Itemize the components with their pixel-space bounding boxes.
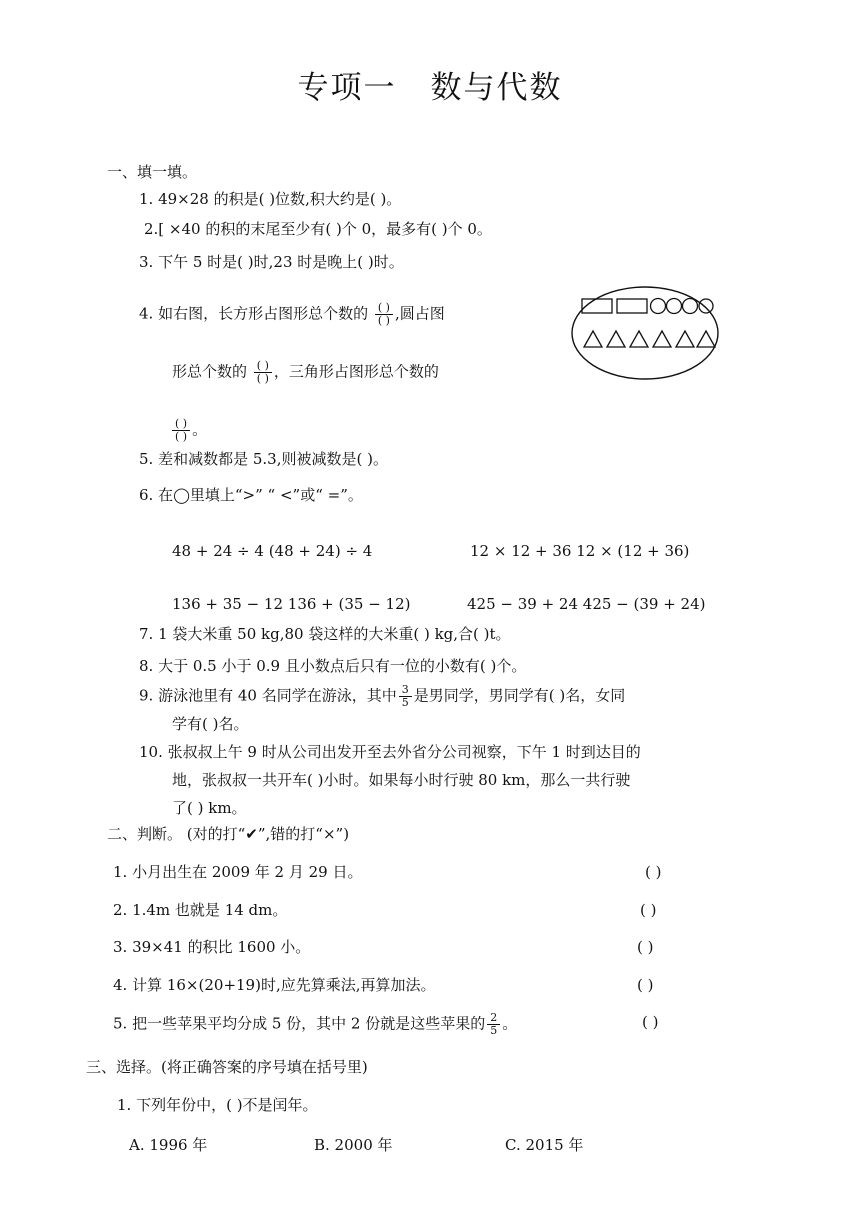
question-1-2: 2.[ ×40 的积的末尾至少有( )个 0，最多有( )个 0。 [144,220,492,238]
triangle-shape [676,331,694,347]
compare-expression-3: 136 + 35 − 12 136 + (35 − 12) [172,595,411,613]
question-1-10-line1: 10. 张叔叔上午 9 时从公司出发开至去外省分公司视察，下午 1 时到达目的 [139,743,641,761]
title-right: 数与代数 [430,70,563,106]
judgement-item-5 [113,1012,517,1037]
question-1-6: 6. 在◯里填上“>” “ <”或“ =”。 [139,486,363,504]
question-1-5: 5. 差和减数都是 5.3,则被减数是( )。 [139,450,388,468]
q4-text-c: 形总个数的 [172,362,248,381]
question-1-9-line2: 学有( )名。 [172,715,249,733]
compare-expression-1: 48 + 24 ÷ 4 (48 + 24) ÷ 4 [172,542,373,560]
judgement-blank-3: ( ) [637,938,654,956]
title-left: 专项一 [297,70,397,106]
judgement-5-text: 5. 把一些苹果平均分成 5 份，其中 2 份就是这些苹果的 [113,1014,486,1033]
circle-shape [699,299,713,313]
judgement-blank-1: ( ) [645,863,662,881]
fraction-blank: $\frac{( )}{( )}$ [375,302,393,327]
triangle-shape [653,331,671,347]
triangle-shape [584,331,602,347]
judgement-item-2: 2. 1.4m 也就是 14 dm。 [113,901,288,919]
q9-text-a: 9. 游泳池里有 40 名同学在游泳，其中 [139,686,397,705]
compare-expression-4: 425 − 39 + 24 425 − (39 + 24) [467,595,706,613]
q4-text-d: ，三角形占图形总个数的 [273,362,439,381]
judgement-item-4: 4. 计算 16×(20+19)时,应先算乘法,再算加法。 [113,976,436,994]
question-1-8: 8. 大于 0.5 小于 0.9 且小数点后只有一位的小数有( )个。 [139,657,527,675]
triangle-shape [697,331,715,347]
question-1-7: 7. 1 袋大米重 50 kg,80 袋这样的大米重( ) kg,合( )t。 [139,625,511,643]
section3-heading: 三、选择。(将正确答案的序号填在括号里) [86,1058,368,1076]
question-1-10-line2: 地，张叔叔一共开车( )小时。如果每小时行驶 80 km，那么一共行驶 [172,771,631,789]
fraction-two-fifths: $\frac{2}{5}$ [487,1012,500,1037]
question-1-1: 1. 49×28 的积是( )位数,积大约是( )。 [139,190,402,208]
choice-option-a: A. 1996 年 [129,1136,208,1154]
q4-text-a: 4. 如右图，长方形占图形总个数的 [139,304,369,323]
circle-shape [651,299,666,314]
judgement-5-tail: 。 [502,1014,518,1033]
triangle-shape [607,331,625,347]
fraction-blank: $\frac{( )}{( )}$ [254,360,272,385]
circle-shape [667,299,682,314]
section1-heading: 一、填一填。 [107,163,198,181]
page-title [0,62,860,107]
question-1-4-line3 [170,418,207,443]
q9-text-b: 是男同学，男同学有( )名，女同 [413,686,626,705]
judgement-item-3: 3. 39×41 的积比 1600 小。 [113,938,311,956]
judgement-blank-5: ( ) [642,1013,659,1031]
question-1-3: 3. 下午 5 时是( )时,23 时是晚上( )时。 [139,253,404,271]
q4-text-e: 。 [192,420,208,439]
section2-heading: 二、判断。 (对的打“✔”,错的打“×”) [107,825,350,843]
judgement-blank-2: ( ) [640,901,657,919]
choice-option-b: B. 2000 年 [314,1136,393,1154]
question-1-9-line1 [139,684,625,709]
circle-shape [683,299,698,314]
judgement-blank-4: ( ) [637,976,654,994]
compare-expression-2: 12 × 12 + 36 12 × (12 + 36) [470,542,690,560]
rectangle-shape [617,299,647,313]
question-1-10-line3: 了( ) km。 [172,799,247,817]
choice-option-c: C. 2015 年 [505,1136,584,1154]
fraction-blank: $\frac{( )}{( )}$ [172,418,190,443]
fraction-three-fifths: $\frac{3}{5}$ [399,684,412,709]
triangle-shape [630,331,648,347]
q4-text-b: ,圆占图 [394,304,445,323]
question-1-4-line2 [172,360,439,385]
choice-question-1: 1. 下列年份中，( )不是闰年。 [117,1096,318,1114]
judgement-item-1: 1. 小月出生在 2009 年 2 月 29 日。 [113,863,363,881]
question-1-4-line1 [139,302,445,327]
shapes-figure [570,285,720,381]
